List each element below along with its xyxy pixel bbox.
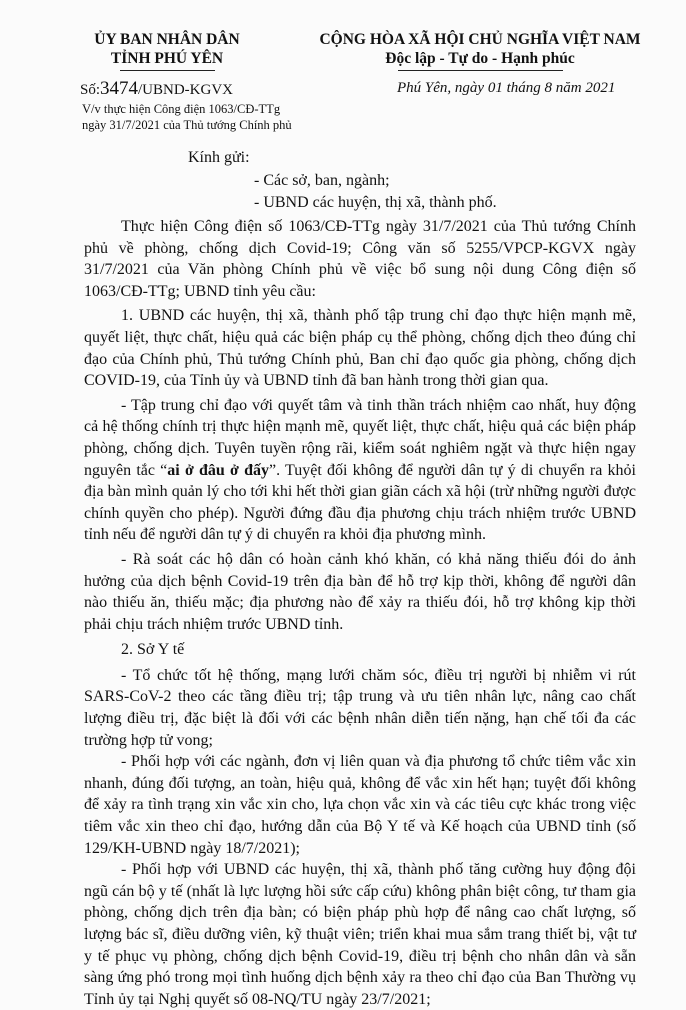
section-1-paragraph: 1. UBND các huyện, thị xã, thành phố tập trung chỉ đạo thực hiện mạnh mẽ, quyết liệt, thực chất, hiệu quả các biện pháp cụ thể phòng, chống dịch theo đúng chỉ đạo của Chính phủ, Thủ tướng Chính phủ, Ban chỉ đạo quốc gia phòng, chống dịch COVID-19, của Tỉnh ủy và UBND tỉnh đã ban hành trong thời gian qua. bbox=[84, 307, 636, 390]
national-motto bbox=[305, 30, 655, 71]
motto: Độc lập - Tự do - Hạnh phúc bbox=[385, 50, 575, 67]
emphasis-principle: ai ở đâu ở đấy bbox=[167, 461, 269, 479]
support-paragraph: - Rà soát các hộ dân có hoàn cảnh khó khăn, có khả năng thiếu đói do ảnh hưởng của dịch bệnh Covid-19 trên địa bàn để hỗ trợ kịp thời, không để người dân nào thiếu ăn, thiếu mặc; địa phương nào để xảy ra thiếu đói, hỗ trợ không kịp thời phải chịu trách nhiệm trước UBND tỉnh. bbox=[84, 550, 636, 633]
number-value: 3474 bbox=[100, 78, 139, 99]
directive-text-cont: ”. Tuyệt đối không để người dân tự ý di chuyển ra khỏi địa bàn mình quản lý cho tới khi hết thời gian giãn cách xã hội (trừ những người được chính quyền cho phép). Người đứng đầu địa phương chịu trách nhiệm trước UBND tỉnh nếu để người dân tự ý di chuyển ra khỏi địa phương mình. bbox=[84, 461, 637, 544]
subject-line-1: V/v thực hiện Công điện 1063/CĐ-TTg bbox=[82, 102, 281, 116]
authority-underline bbox=[120, 70, 215, 71]
health-paragraph-1: - Tổ chức tốt hệ thống, mạng lưới chăm sóc, điều trị người bị nhiễm vi rút SARS-CoV-2 theo các tầng điều trị; tập trung và ưu tiên nhân lực, nâng cao chất lượng điều trị, đặc biệt là đối với các bệnh nhân diễn tiến nặng, hạn chế tối đa các trường hợp tử vong; bbox=[84, 666, 636, 749]
number-suffix: /UBND-KGVX bbox=[138, 82, 234, 98]
directive-paragraph bbox=[84, 395, 636, 546]
authority-line-1: ỦY BAN NHÂN DÂN bbox=[94, 31, 240, 48]
number-label: Số: bbox=[80, 82, 101, 98]
recipient-list bbox=[254, 170, 497, 213]
health-paragraph-2: - Phối hợp với các ngành, đơn vị liên quan và địa phương tổ chức tiêm vắc xin nhanh, đúng đối tượng, an toàn, hiệu quả, không để vắc xin hết hạn; tuyệt đối không để xảy ra tình trạng xin vắc xin cho, lựa chọn vắc xin và các tiêu cực khác trong việc tiêm vắc xin theo chỉ đạo, hướng dẫn của Bộ Y tế và Kế hoạch của UBND tỉnh (số 129/KH-UBND ngày 18/7/2021); bbox=[84, 753, 636, 857]
motto-underline bbox=[398, 70, 563, 71]
recipient-item: - UBND các huyện, thị xã, thành phố. bbox=[254, 193, 497, 211]
directive-text: - Tập trung chỉ đạo với quyết tâm và tinh thần trách nhiệm cao nhất, huy động cả hệ thống chính trị thực hiện mạnh mẽ, quyết liệt, thực chất, hiệu quả các biện pháp phòng, chống dịch. Tuyên tuyền rộng rãi, kiểm soát nghiêm ngặt và thực hiện ngay nguyên tắc “ bbox=[84, 396, 636, 479]
subject-line-2: ngày 31/7/2021 của Thủ tướng Chính phủ bbox=[82, 118, 292, 132]
issuing-authority bbox=[62, 30, 272, 71]
subject-summary bbox=[82, 101, 292, 133]
section-2-heading: 2. Sở Y tế bbox=[121, 641, 185, 659]
document-body bbox=[84, 216, 636, 1010]
salutation: Kính gửi: bbox=[188, 149, 250, 166]
health-paragraph-3: - Phối hợp với UBND các huyện, thị xã, thành phố tăng cường huy động đội ngũ cán bộ y tế (nhất là lực lượng hồi sức cấp cứu) không phân biệt công, tư tham gia phòng, chống dịch trên địa bàn; có biện pháp phù hợp để nâng cao chất lượng, số lượng bác sĩ, điều dưỡng viên, kỹ thuật viên; triển khai mua sắm trang thiết bị, vật tư y tế phục vụ phòng, chống dịch bệnh Covid-19, điều trị bệnh cho nhân dân và sẵn sàng ứng phó trong mọi tình huống dịch bệnh xảy ra theo chỉ đạo của Ban Thường vụ Tỉnh ủy tại Nghị quyết số 08-NQ/TU ngày 23/7/2021; bbox=[84, 861, 636, 1008]
nation-name: CỘNG HÒA XÃ HỘI CHỦ NGHĨA VIỆT NAM bbox=[319, 31, 641, 48]
document-number bbox=[80, 78, 233, 100]
recipient-item: - Các sở, ban, ngành; bbox=[254, 172, 390, 189]
authority-line-2: TỈNH PHÚ YÊN bbox=[110, 50, 224, 67]
intro-paragraph: Thực hiện Công điện số 1063/CĐ-TTg ngày 31/7/2021 của Thủ tướng Chính phủ về phòng, chống dịch Covid-19; Công văn số 5255/VPCP-KGVX ngày 31/7/2021 của Văn phòng Chính phủ về việc bổ sung nội dung Công điện số 1063/CĐ-TTg; UBND tỉnh yêu cầu: bbox=[84, 218, 636, 300]
issue-date: Phú Yên, ngày 01 tháng 8 năm 2021 bbox=[397, 80, 616, 96]
